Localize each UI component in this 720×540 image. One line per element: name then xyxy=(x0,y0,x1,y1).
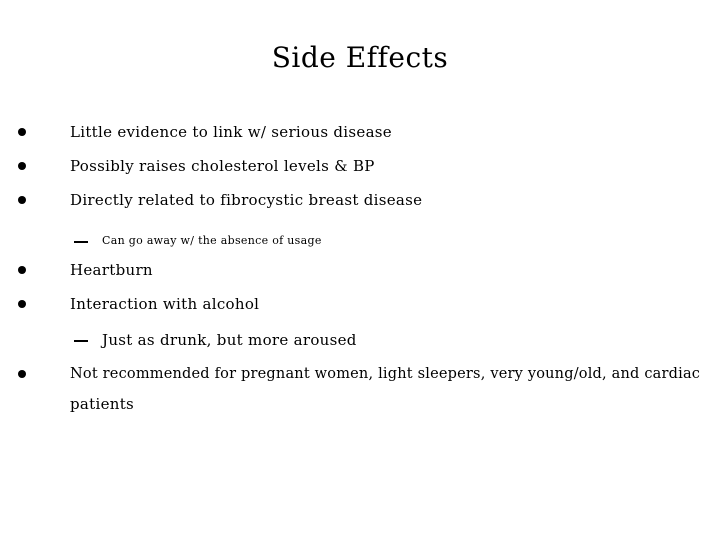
bullet-dot-icon xyxy=(18,266,26,274)
bullet-text-line2: patients xyxy=(70,395,135,413)
slide-title: Side Effects xyxy=(271,41,449,74)
bullet-text-line1: Not recommended for pregnant women, light sleepers, very young/old, and cardiac xyxy=(70,366,701,382)
sub-bullet-text: Just as drunk, but more aroused xyxy=(102,331,357,349)
bullet-text: Interaction with alcohol xyxy=(70,295,260,313)
bullet-text: Heartburn xyxy=(70,261,153,279)
bullet-dot-icon xyxy=(18,128,26,136)
bullet-text: Little evidence to link w/ serious disease xyxy=(70,123,392,141)
bullet-dot-icon xyxy=(18,162,26,170)
bullet-dot-icon xyxy=(18,196,26,204)
bullet-dot-icon xyxy=(18,300,26,308)
dash-icon xyxy=(74,340,88,342)
sub-bullet-text: Can go away w/ the absence of usage xyxy=(102,234,322,247)
bullet-text: Possibly raises cholesterol levels & BP xyxy=(70,157,375,175)
dash-icon xyxy=(74,241,88,243)
bullet-text: Directly related to fibrocystic breast disease xyxy=(70,191,423,209)
bullet-dot-icon xyxy=(18,370,26,378)
